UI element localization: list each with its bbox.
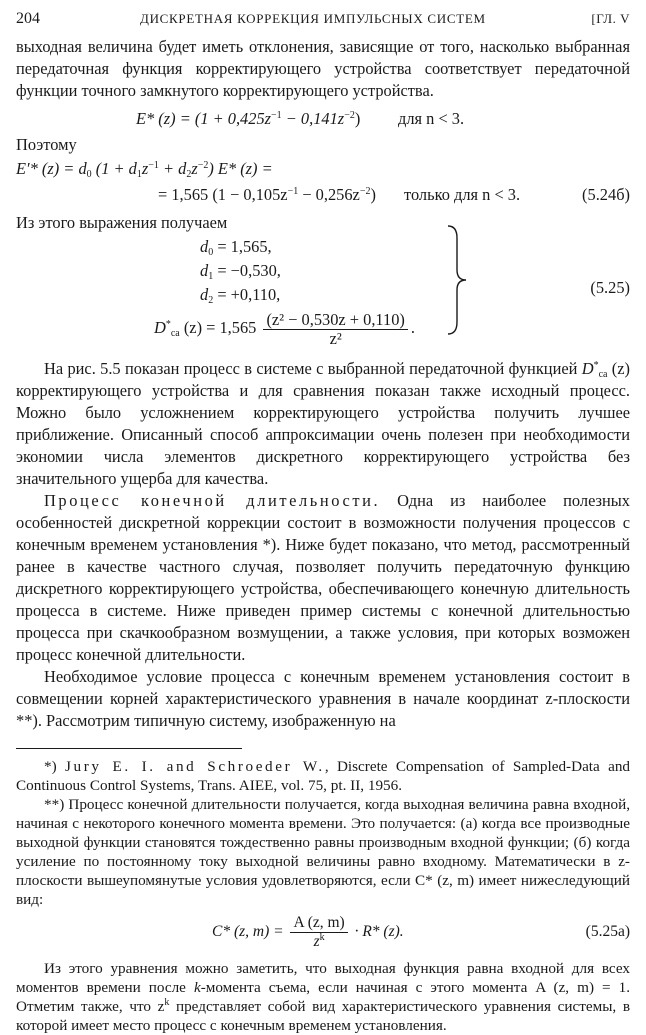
footnote-2: **) Процесс конечной длительности получается, когда выходная величина равна входной, начиная с некоторого конечного момента времени. Это получается: (а) когда все производные выходной функции становятся тождественно равны производным входной функции; (б) когда усиление по постоянному току выходной величины равно входному. Математически в z-плоскости вышеупомянутые условия удовлетворяются, если C* (z, m) имеет нижеследующий вид: <box>16 796 630 908</box>
equation-label-5-25a: (5.25а) <box>585 923 630 940</box>
footnote-1: *) Jury E. I. and Schroeder W., Discrete Compensation of Sampled-Data and Continuous Control Systems, Trans. AIEE, vol. 75, pt. II, 1956. <box>16 758 631 794</box>
d-ca-transfer-function: $D^*_{ca}$ (z) = 1,565 $\frac{\text{(z² − 0,530z + 0,110)}}{\text{z²}}$ . <box>154 309 415 348</box>
equation-label-5-24b: (5.24б) <box>582 185 630 204</box>
paragraph-4: Необходимое условие процесса с конечным временем установления состоит в совмещении корней характеристического уравнения в начале координат z-плоскости **). Рассмотрим типичную систему, изображенную на <box>16 667 630 730</box>
equation-e-prime-line-2: = 1,565 $(1 - 0,105z^{-1} - 0,256z^{-2})$ только для n < 3. (5.24б) <box>16 182 630 208</box>
page-header <box>16 10 630 36</box>
section-heading-finite-duration: Процесс конечной длительности. <box>44 491 381 510</box>
c-star-fraction: $\frac{A (z, m)}{z^k}$ <box>290 914 347 951</box>
chapter-marker: [ГЛ. V <box>591 11 630 26</box>
footnote-2-continued: Из этого уравнения можно заметить, что выходная функция равна входной для всех моментов времени после k-момента съема, если начиная с этого момента A (z, m) = 1. Отметим также, что $z^k$ представляет собой вид характеристического уравнения системы, в которой имеет место процесс с конечным временем установления. <box>16 960 630 1034</box>
page-number: 204 <box>16 10 40 27</box>
therefore-label: Поэтому <box>16 135 77 154</box>
equation-e-star <box>16 106 630 132</box>
coef-d1: $d_1 = -0,530$, <box>200 261 281 282</box>
equation-5-25a: C* (z, m) = $\frac{A (z, m)}{z^k}$ · R* (z). (5.25а) <box>16 909 630 955</box>
equation-system-5-25 <box>16 234 630 352</box>
coef-d0: $d_0 = 1,565$, <box>200 237 272 258</box>
equation-e-star-body: E* $(z) = (1 + 0,425z^{-1} - 0,141z^{-2})$ <box>136 109 361 128</box>
paragraph-3: Процесс конечной длительности. Одна из наиболее полезных особенностей дискретной коррекции состоит в возможности получения процессов с конечным временем установления *). Ниже будет показано, что метод, рассмотренный ранее в качестве частного случая, позволяет получить передаточную функцию дискретного корректирующего устройства, обеспечивающего конечную длительность процесса в системе. Ниже приведен пример системы с конечной длительностью процесса при скачкообразном возмущении, а также условия, при которых возможен процесс конечной длительности. <box>16 491 630 664</box>
equation-label-5-25: (5.25) <box>590 278 630 297</box>
right-brace-icon <box>446 224 468 336</box>
paragraph-2: На рис. 5.5 показан процесс в системе с выбранной передаточной функцией $D^*_{ca}$ (z) корректирующего устройства и для сравнения показан также исходный процесс. Можно было усложнением корректирующего устройства получить лучшее приближение. Описанный способ аппроксимации очень полезен при необходимости экономии числа элементов дискретного корректирующего устройства без значительного ущерба для качества. <box>16 359 630 488</box>
paragraph-1: выходная величина будет иметь отклонения, зависящие от того, насколько выбранная передаточная функция корректирующего устройства соответствует передаточной функции точного замкнутого корректирующего устройства. <box>16 37 630 100</box>
page <box>16 10 630 1035</box>
coef-d2: $d_2 = +0,110$, <box>200 285 281 306</box>
running-title: ДИСКРЕТНАЯ КОРРЕКЦИЯ ИМПУЛЬСНЫХ СИСТЕМ <box>140 11 486 26</box>
equation-e-star-condition: для n < 3. <box>398 109 465 128</box>
from-expression-line: Из этого выражения получаем <box>16 213 228 232</box>
equation-e-prime-condition: только для n < 3. <box>404 185 521 204</box>
d-ca-fraction: $\frac{\text{(z² − 0,530z + 0,110)}}{\text{z²}}$ <box>263 311 407 348</box>
equation-e-prime-line-1: E′* $(z) = d_0$ $(1 + d_1z^{-1} + d_2z^{-2})$ E* (z) = <box>16 159 273 180</box>
footnote-divider <box>16 748 242 749</box>
